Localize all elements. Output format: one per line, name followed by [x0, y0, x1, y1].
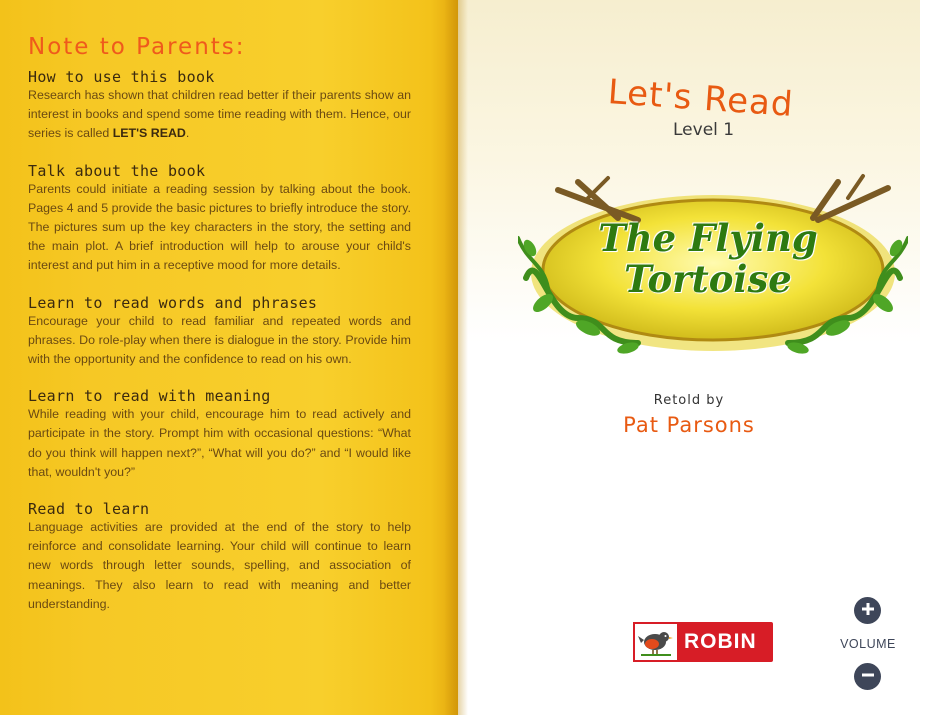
- volume-up-button[interactable]: [854, 597, 881, 624]
- book-title-line-2: Tortoise: [624, 257, 792, 301]
- volume-label: VOLUME: [840, 637, 896, 651]
- volume-control: [836, 597, 900, 693]
- book-title-line-1: The Flying: [598, 216, 818, 260]
- section-words-phrases: [28, 294, 411, 370]
- page-fold-shadow: [444, 0, 458, 715]
- section-heading: Learn to read with meaning: [28, 387, 271, 406]
- robin-bird-icon: [633, 622, 679, 662]
- volume-down-button[interactable]: [854, 663, 881, 690]
- book-title-emblem: [518, 168, 908, 368]
- section-heading: Read to learn: [28, 500, 150, 519]
- left-page-note-to-parents: [0, 0, 458, 715]
- series-title: Let's Read: [606, 72, 795, 125]
- minus-circle-icon: [860, 667, 876, 686]
- book-title: [548, 218, 868, 300]
- section-text: Encourage your child to read familiar and repeated words and phrases. Do role-play when there is dialogue in the story. Provide him with the opportunity and the confidence to read on his own.: [28, 313, 411, 367]
- section-text: While reading with your child, encourage him to read actively and participate in the story. Prompt him with occasional questions: “What do you think will happen next?”, “What will you do?” and “I would like that, wouldn't you?”: [28, 407, 411, 479]
- note-content: [28, 34, 411, 632]
- section-read-to-learn: [28, 500, 411, 614]
- publisher-logo: [633, 622, 773, 662]
- section-how-to-use: [28, 68, 411, 144]
- note-title: Note to Parents:: [28, 34, 246, 60]
- plus-circle-icon: [860, 601, 876, 620]
- section-text: Language activities are provided at the end of the story to help reinforce and consolidate learning. Your child will continue to learn new words through letter sounds, spelling, and association of meanings. They also learn to read with meaning and better understanding.: [28, 520, 411, 611]
- section-heading: Talk about the book: [28, 161, 206, 180]
- section-talk-about: [28, 162, 411, 276]
- section-text: Research has shown that children read better if their parents show an interest in books and spend some time reading with them. Hence, our series is called LET'S READ.: [28, 88, 411, 141]
- section-heading: How to use this book: [28, 68, 215, 86]
- section-read-meaning: [28, 387, 411, 482]
- series-emphasis: LET'S READ: [112, 126, 186, 141]
- author-name: Pat Parsons: [623, 413, 755, 437]
- publisher-logo-text: ROBIN: [684, 630, 757, 653]
- section-text: Parents could initiate a reading session by talking about the book. Pages 4 and 5 provide the basic pictures to briefly introduce the story. The pictures sum up the key characters in the story, the setting and the main plot. A brief introduction will help to arouse your child's interest and put him in a receptive mood for more details.: [28, 181, 411, 273]
- page-spine-shadow: [458, 0, 468, 715]
- section-heading: Learn to read words and phrases: [28, 293, 318, 312]
- reading-level: Level 1: [673, 120, 735, 140]
- retold-by-label: Retold by: [653, 393, 725, 408]
